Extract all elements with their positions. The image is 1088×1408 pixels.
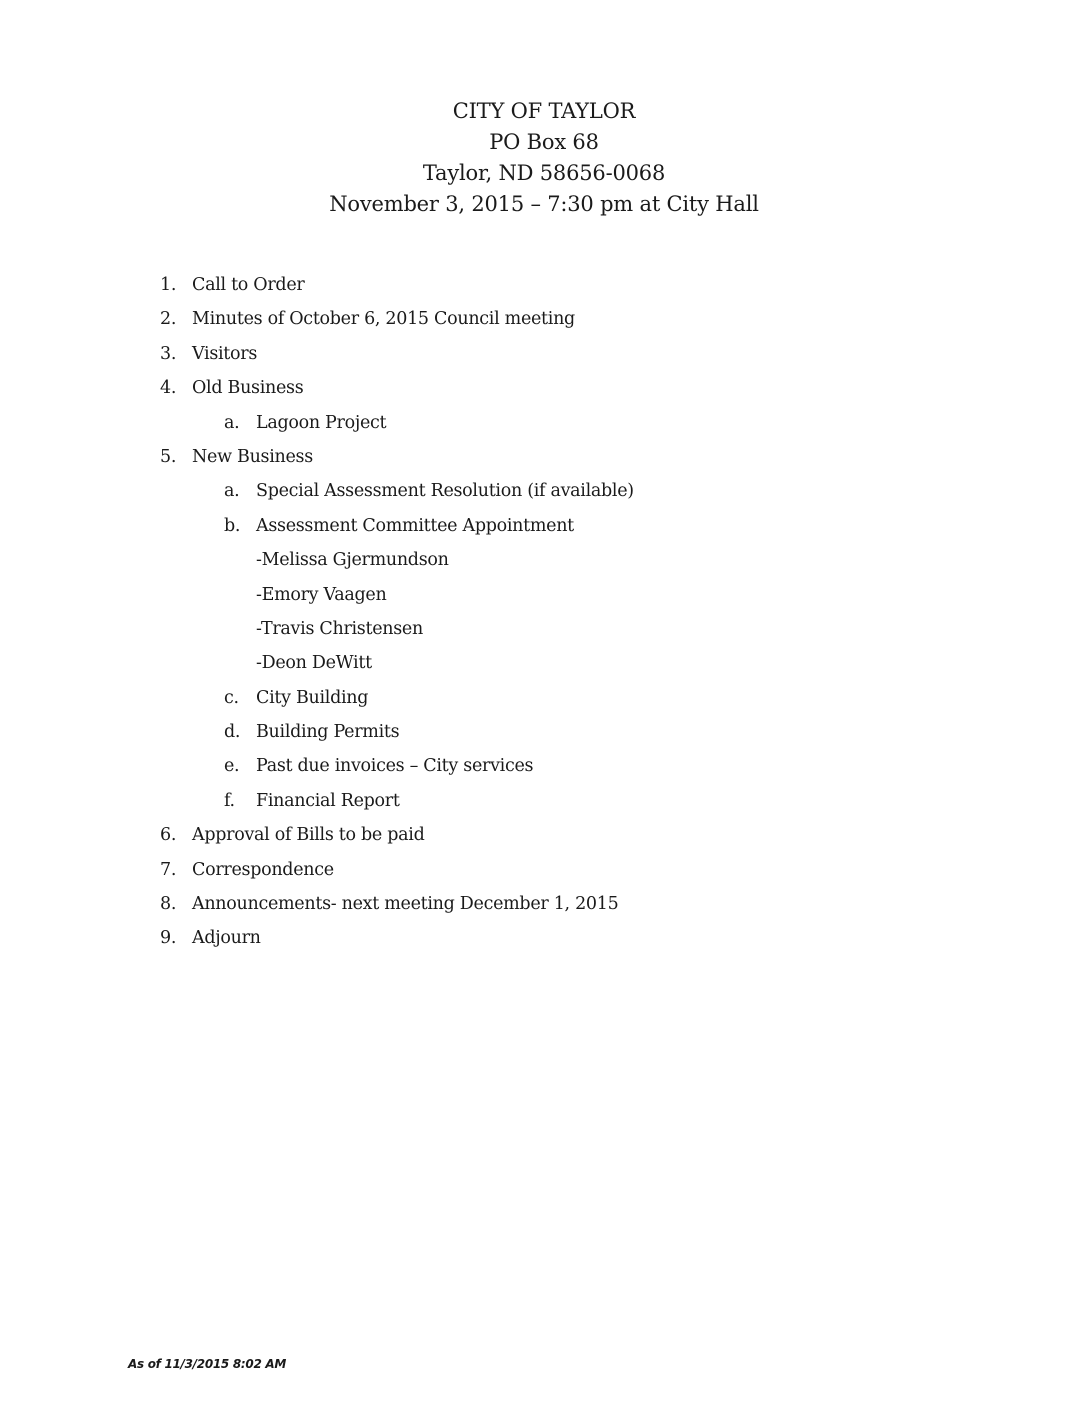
item-text: New Business [192,446,313,467]
item-text: Correspondence [192,859,334,880]
city-address: Taylor, ND 58656-0068 [422,161,666,185]
member-name: -Melissa Gjermundson [256,550,449,571]
item-number: 9. [160,928,177,949]
item-text: Old Business [192,378,304,399]
subitem-letter: a. [224,481,240,502]
city-name: CITY OF TAYLOR [452,99,636,123]
member-name: -Emory Vaagen [256,584,387,605]
item-number: 5. [160,446,177,467]
document-header [0,96,1088,220]
subitem-text: Special Assessment Resolution (if available) [256,481,634,502]
subitem-text: Financial Report [256,790,400,811]
subitem-text: Building Permits [256,722,400,743]
item-number: 7. [160,859,177,880]
po-box: PO Box 68 [489,130,599,154]
agenda-subitem [0,509,1088,543]
member-name: -Travis Christensen [256,618,423,639]
committee-member [0,578,1088,612]
agenda-item [0,371,1088,405]
subitem-letter: b. [224,515,241,536]
item-number: 8. [160,894,177,915]
footer-timestamp: As of 11/3/2015 8:02 AM [128,1357,286,1371]
agenda-list [0,268,1088,956]
agenda-item [0,818,1088,852]
agenda-subitem [0,784,1088,818]
item-text: Adjourn [192,928,261,949]
meeting-date-time: November 3, 2015 – 7:30 pm at City Hall [329,192,759,216]
subitem-letter: d. [224,722,241,743]
item-number: 6. [160,825,177,846]
agenda-subitem [0,406,1088,440]
item-number: 1. [160,275,177,295]
agenda-item [0,921,1088,955]
agenda-subitem [0,715,1088,749]
agenda-item [0,853,1088,887]
agenda-item [0,302,1088,336]
item-number: 4. [160,378,177,399]
subitem-letter: e. [224,756,240,777]
agenda-subitem [0,749,1088,783]
item-text: Minutes of October 6, 2015 Council meeting [192,309,575,330]
item-text: Announcements- next meeting December 1, 2015 [192,894,619,915]
committee-member [0,646,1088,680]
agenda-item [0,887,1088,921]
agenda-item [0,337,1088,371]
subitem-letter: c. [224,687,239,708]
agenda-subitem [0,681,1088,715]
item-number: 3. [160,343,177,364]
member-name: -Deon DeWitt [256,653,372,674]
subitem-text: City Building [256,687,369,708]
subitem-letter: f. [224,790,235,811]
item-text: Approval of Bills to be paid [192,825,425,846]
subitem-text: Assessment Committee Appointment [256,515,574,536]
subitem-text: Lagoon Project [256,412,387,433]
agenda-subitem [0,474,1088,508]
agenda-item [0,268,1088,302]
subitem-text: Past due invoices – City services [256,756,534,777]
item-number: 2. [160,309,177,330]
committee-member [0,543,1088,577]
item-text: Visitors [192,343,258,364]
agenda-item [0,440,1088,474]
item-text: Call to Order [192,275,305,295]
subitem-letter: a. [224,412,240,433]
committee-member [0,612,1088,646]
